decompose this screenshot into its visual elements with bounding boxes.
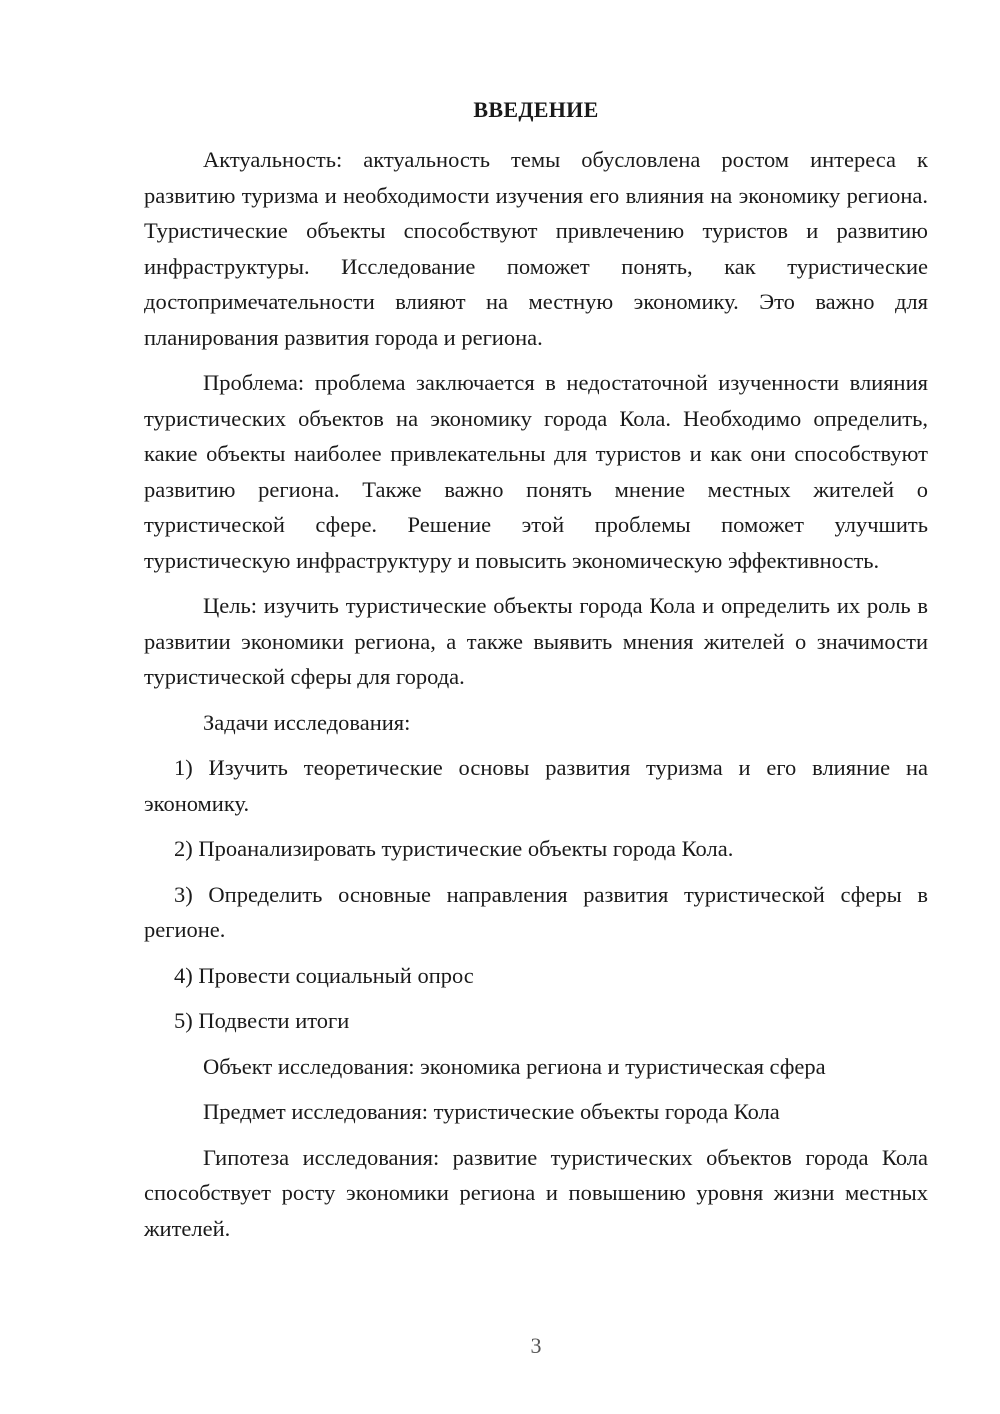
task-item-4: 4) Провести социальный опрос [174,962,474,988]
research-hypothesis: Гипотеза исследования: развитие туристических объектов города Кола способствует росту экономики региона и повышению уровня жизни местных жителей. [144,1144,928,1241]
task-item-1: 1) Изучить теоретические основы развития туризма и его влияние на экономику. [144,755,928,816]
research-object: Объект исследования: экономика региона и туристическая сфера [203,1053,826,1079]
task-item-5: 5) Подвести итоги [174,1008,350,1033]
document-body [144,142,928,1246]
paragraph-relevance: Актуальность: актуальность темы обусловлена ростом интереса к развитию туризма и необходимости изучения его влияния на экономику региона. Туристические объекты способствуют привлечению туристов и развитию инфраструктуры. Исследование поможет понять, как туристические достопримечательности влияют на местную экономику. Это важно для планирования развития города и региона. [144,147,928,350]
task-item-3: 3) Определить основные направления развития туристической сферы в регионе. [144,881,928,942]
paragraph-goal: Цель: изучить туристические объекты города Кола и определить их роль в развитии экономики региона, а также выявить мнения жителей о значимости туристической сферы для города. [144,593,928,689]
tasks-heading: Задачи исследования: [203,709,411,735]
page-title: ВВЕДЕНИЕ [473,97,599,122]
task-item-2: 2) Проанализировать туристические объекты города Кола. [174,836,734,861]
research-subject: Предмет исследования: туристические объекты города Кола [203,1099,780,1124]
page-number: 3 [530,1333,542,1358]
paragraph-problem: Проблема: проблема заключается в недостаточной изученности влияния туристических объектов на экономику города Кола. Необходимо определить, какие объекты наиболее привлекательны для туристов и как они способствуют развитию региона. Также важно понять мнение местных жителей о туристической сфере. Решение этой проблемы поможет улучшить туристическую инфраструктуру и повысить экономическую эффективность. [144,370,928,573]
